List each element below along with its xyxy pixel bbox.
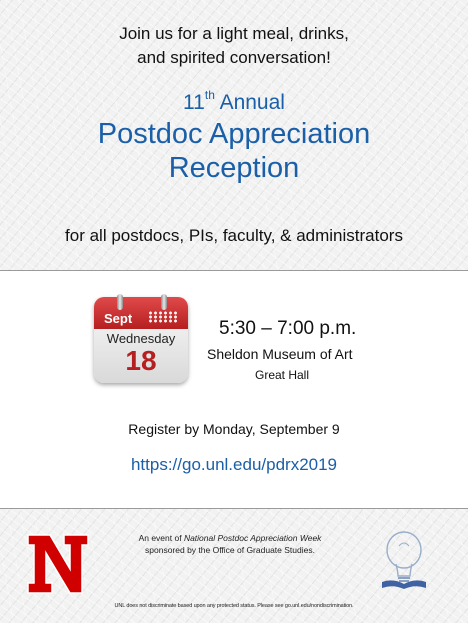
nondiscrimination-notice: UNL does not discriminate based upon any protected status. Please see go.unl.edu/nondiscrimination.	[114, 603, 354, 609]
event-sponsor-text	[110, 532, 350, 556]
event-week-name: National Postdoc Appreciation Week	[183, 533, 322, 543]
title-line-1: Postdoc Appreciation	[97, 118, 371, 150]
event-title	[0, 117, 468, 185]
event-time: 5:30 – 7:00 p.m.	[219, 318, 357, 339]
title-line-2: Reception	[168, 152, 300, 184]
calendar-ring-right	[161, 294, 167, 310]
calendar-grid-dots	[148, 311, 178, 323]
event-prefix: An event of	[138, 533, 184, 543]
annual-heading	[0, 90, 468, 115]
annual-word: Annual	[219, 91, 285, 114]
audience-text: for all postdocs, PIs, faculty, & administrators	[65, 226, 403, 245]
register-deadline: Register by Monday, September 9	[128, 421, 340, 437]
sponsor-line: sponsored by the Office of Graduate Studies.	[145, 545, 315, 555]
annual-suffix: th	[204, 88, 215, 102]
lightbulb-book-icon	[378, 528, 430, 590]
tagline	[0, 22, 468, 70]
annual-number: 11	[183, 91, 205, 114]
university-n-logo	[26, 531, 90, 597]
tagline-line-2: and spirited conversation!	[137, 48, 331, 67]
calendar-month: Sept	[104, 311, 133, 326]
event-venue: Sheldon Museum of Art	[207, 346, 353, 362]
calendar-icon	[94, 297, 188, 383]
calendar-weekday: Wednesday	[106, 331, 176, 346]
event-room: Great Hall	[255, 368, 310, 382]
calendar-date: 18	[125, 345, 157, 376]
header-banner	[0, 0, 468, 270]
registration-link[interactable]: https://go.unl.edu/pdrx2019	[130, 455, 338, 474]
calendar-ring-left	[117, 294, 123, 310]
event-week-line	[110, 532, 350, 544]
tagline-line-1: Join us for a light meal, drinks,	[119, 24, 349, 43]
